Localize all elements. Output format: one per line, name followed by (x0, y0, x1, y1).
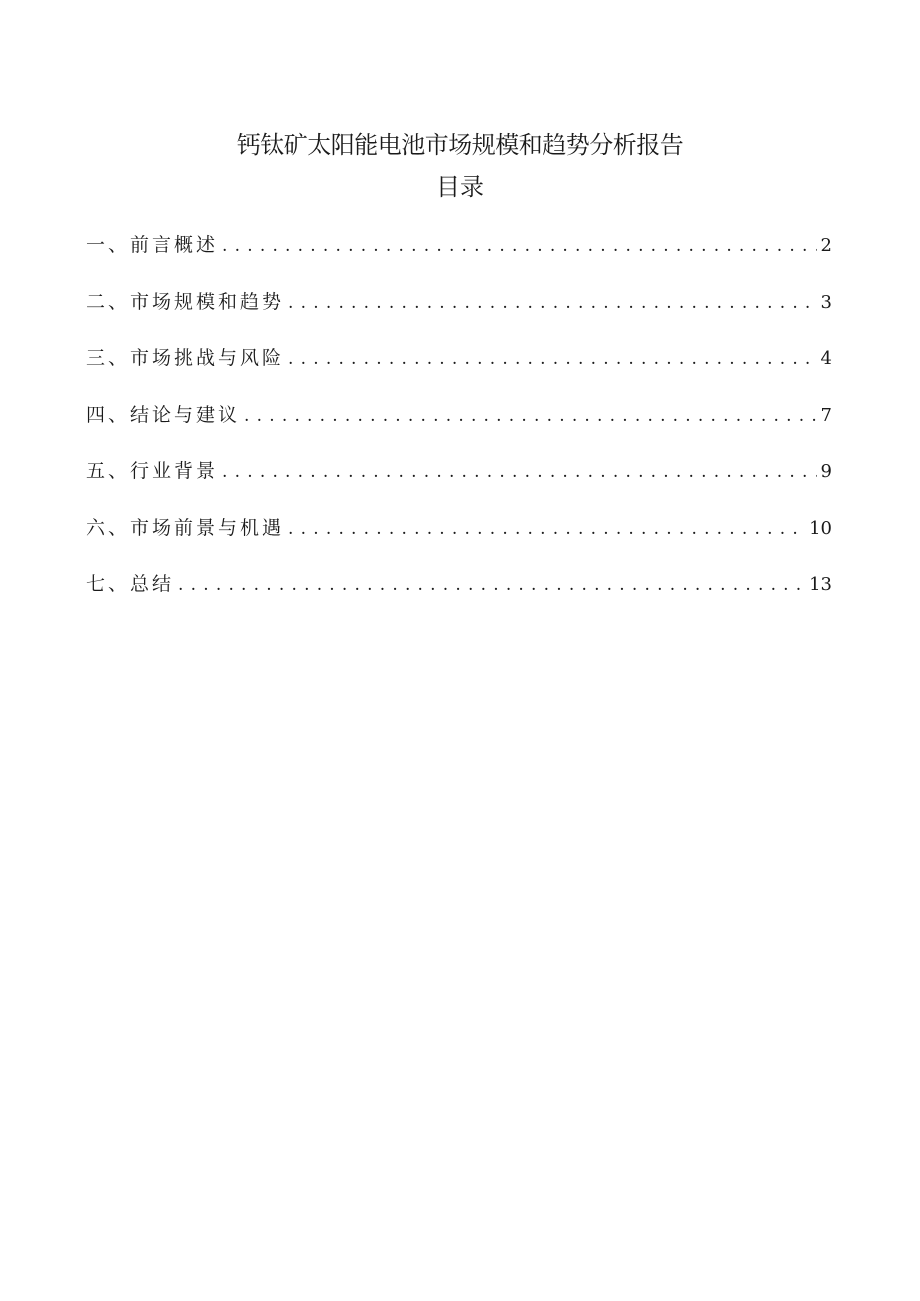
toc-entry-summary[interactable] (86, 569, 832, 626)
toc-entry-challenges[interactable] (86, 343, 832, 400)
toc-entry-conclusions[interactable] (86, 400, 832, 457)
toc-dot-leader (288, 514, 805, 544)
toc-dot-leader (222, 231, 817, 261)
table-of-contents (86, 230, 832, 626)
toc-dot-leader (288, 288, 817, 318)
toc-entry-label: 二、市场规模和趋势 (86, 290, 285, 313)
toc-page-number: 9 (820, 461, 832, 482)
toc-entry-label: 三、市场挑战与风险 (86, 347, 285, 369)
toc-entry-background[interactable] (86, 456, 832, 513)
toc-page-number: 4 (820, 348, 832, 369)
toc-dot-leader (222, 457, 817, 487)
toc-entry-label: 一、前言概述 (86, 234, 219, 256)
toc-entry-market-size[interactable] (86, 287, 832, 344)
toc-entry-prospects[interactable] (86, 513, 832, 570)
toc-page-number: 10 (809, 517, 832, 539)
toc-dot-leader (288, 344, 817, 374)
toc-entry-label: 五、行业背景 (86, 460, 219, 482)
toc-entry-preface[interactable] (86, 230, 832, 287)
toc-dot-leader (178, 570, 805, 600)
toc-page-number: 13 (809, 574, 832, 595)
toc-entry-label: 四、结论与建议 (86, 403, 241, 426)
toc-heading: 目录 (436, 173, 484, 201)
document-title: 钙钛矿太阳能电池市场规模和趋势分析报告 (236, 131, 684, 159)
toc-entry-label: 六、市场前景与机遇 (86, 516, 285, 539)
toc-page-number: 2 (820, 235, 832, 256)
toc-page-number: 3 (820, 291, 832, 313)
toc-dot-leader (244, 401, 817, 431)
toc-page-number: 7 (820, 404, 832, 426)
toc-entry-label: 七、总结 (86, 573, 175, 595)
